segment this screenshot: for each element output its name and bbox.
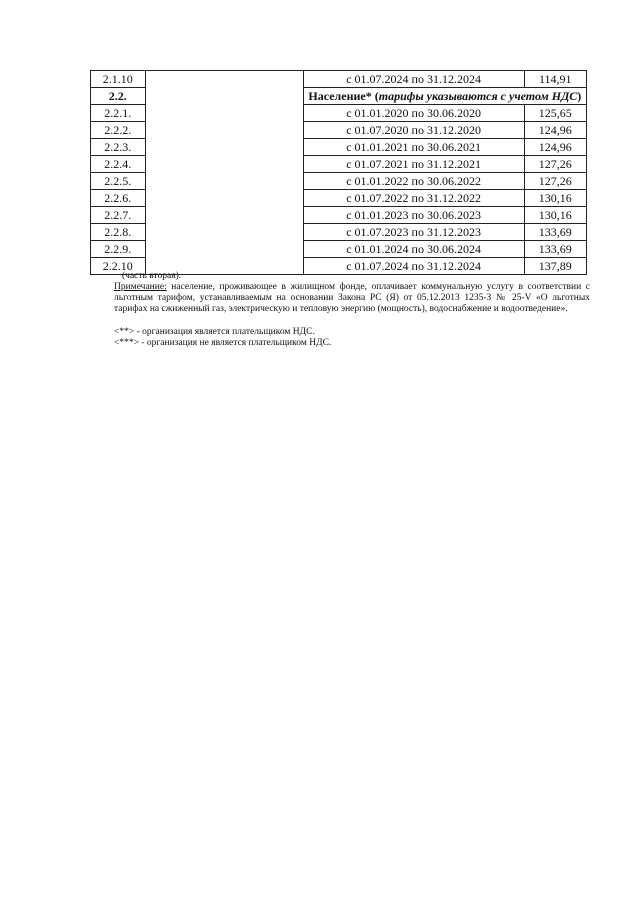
group-heading-close: ) [577,88,582,103]
row-period: с 01.07.2024 по 31.12.2024 [303,71,524,88]
row-value: 124,96 [524,122,586,139]
row-period: с 01.07.2022 по 31.12.2022 [303,190,524,207]
group-heading-italic: тарифы указываются с учетом НДС [378,88,578,103]
row-number: 2.2.3. [91,139,146,156]
row-value: 127,26 [524,156,586,173]
row-number: 2.2.5. [91,173,146,190]
row-period: с 01.01.2020 по 30.06.2020 [303,105,524,122]
row-period: с 01.07.2024 по 31.12.2024 [303,258,524,275]
notes-block [114,271,590,349]
blank-cell [145,71,303,275]
group-heading [303,88,586,105]
row-number: 2.2.6. [91,190,146,207]
row-period: с 01.01.2021 по 30.06.2021 [303,139,524,156]
remark-paragraph [114,282,590,315]
row-number: 2.2.10 [91,258,146,275]
row-period: с 01.07.2021 по 31.12.2021 [303,156,524,173]
row-value: 137,89 [524,258,586,275]
group-number: 2.2. [91,88,146,105]
row-period: с 01.01.2022 по 30.06.2022 [303,173,524,190]
row-value: 125,65 [524,105,586,122]
footnote-non-vat-payer: <***> - организация не является плательщиком НДС. [114,338,332,348]
row-value: 127,26 [524,173,586,190]
table-row [91,71,587,88]
row-value: 133,69 [524,224,586,241]
remark-text: население, проживающее в жилищном фонде, оплачивает коммунальную услугу в соответствии с льготным тарифом, устанавливаемым на основании Закона РС (Я) от 05.12.2013 1235-З № 25-V «О льготных тарифах на сжиженный газ, электрическую и тепловую энергию (мощность), водоснабжение и водоотведение». [114,282,590,314]
row-number: 2.2.4. [91,156,146,173]
row-number: 2.2.9. [91,241,146,258]
row-number: 2.2.8. [91,224,146,241]
part-note: (часть вторая). [122,271,182,281]
group-heading-text: Население* ( [308,88,379,103]
row-period: с 01.01.2023 по 30.06.2023 [303,207,524,224]
row-value: 133,69 [524,241,586,258]
row-value: 124,96 [524,139,586,156]
row-number: 2.2.1. [91,105,146,122]
row-period: с 01.07.2023 по 31.12.2023 [303,224,524,241]
footnote-vat-payer: <**> - организация является плательщиком НДС. [114,327,315,337]
row-number: 2.2.2. [91,122,146,139]
row-value: 130,16 [524,207,586,224]
row-number: 2.1.10 [91,71,146,88]
row-period: с 01.07.2020 по 31.12.2020 [303,122,524,139]
remark-label: Примечание: [114,282,167,292]
row-value: 130,16 [524,190,586,207]
tariff-table [90,70,587,275]
row-number: 2.2.7. [91,207,146,224]
row-period: с 01.01.2024 по 30.06.2024 [303,241,524,258]
row-value: 114,91 [524,71,586,88]
